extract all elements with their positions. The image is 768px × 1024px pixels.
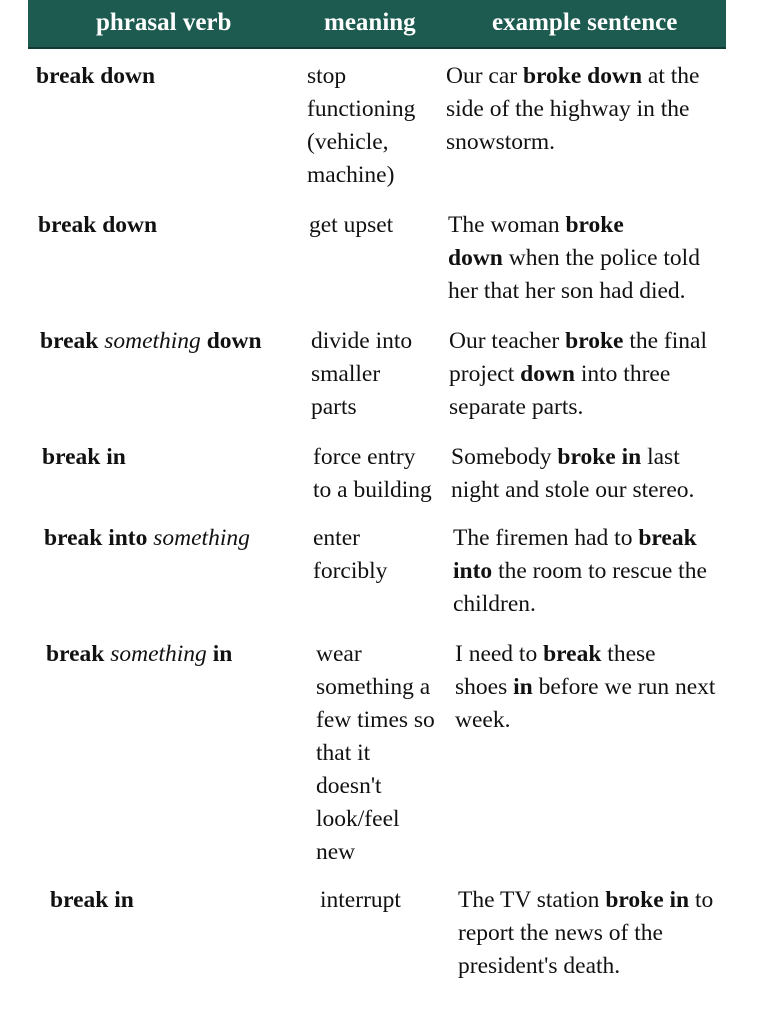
example-sentence-cell bbox=[453, 522, 707, 621]
text-segment: the room to rescue the bbox=[492, 558, 707, 584]
meaning-cell bbox=[311, 325, 412, 424]
example-line bbox=[453, 588, 707, 621]
meaning-line: stop bbox=[307, 63, 347, 89]
header-meaning: meaning bbox=[324, 9, 416, 36]
meaning-cell bbox=[320, 884, 401, 917]
text-segment: when the police told bbox=[502, 245, 700, 271]
phrasal-verb-cell bbox=[46, 638, 232, 671]
meaning-cell bbox=[313, 522, 387, 588]
example-line bbox=[453, 555, 707, 588]
phrasal-verb-cell bbox=[50, 884, 134, 917]
text-segment: I need to bbox=[455, 641, 544, 667]
example-sentence-cell bbox=[449, 325, 707, 424]
meaning-cell bbox=[307, 60, 415, 192]
meaning-line: force entry bbox=[313, 444, 416, 470]
text-segment: the final bbox=[623, 328, 707, 354]
meaning-line: few times so bbox=[316, 707, 435, 733]
text-segment: to bbox=[689, 887, 714, 913]
bold-text: break down bbox=[38, 212, 158, 238]
text-segment: these bbox=[601, 641, 656, 667]
bold-text: break bbox=[46, 641, 111, 667]
example-line bbox=[446, 60, 699, 93]
text-segment: report the news of the bbox=[458, 920, 663, 946]
italic-placeholder bbox=[153, 525, 250, 551]
text-segment: at the bbox=[642, 63, 700, 89]
example-line bbox=[451, 441, 694, 474]
meaning-line: parts bbox=[311, 394, 357, 420]
example-line bbox=[451, 474, 694, 507]
example-sentence-cell bbox=[451, 441, 694, 507]
bold-text: broke bbox=[565, 328, 624, 354]
bold-text: in bbox=[513, 674, 533, 700]
phrasal-verb-cell bbox=[42, 441, 126, 474]
text-segment: snowstorm. bbox=[446, 129, 556, 155]
meaning-line: forcibly bbox=[313, 558, 388, 584]
example-line bbox=[455, 638, 715, 671]
header-phrasal-verb: phrasal verb bbox=[96, 9, 232, 36]
bold-text: break into bbox=[44, 525, 154, 551]
meaning-line: wear bbox=[316, 641, 362, 667]
text-segment: separate parts. bbox=[449, 394, 584, 420]
bold-text: break bbox=[40, 328, 105, 354]
italic-text: something bbox=[153, 525, 250, 551]
text-segment: Somebody bbox=[451, 444, 558, 470]
meaning-line: interrupt bbox=[320, 887, 401, 913]
meaning-line: to a building bbox=[313, 477, 432, 503]
example-line bbox=[455, 671, 715, 704]
text-segment: night and stole our stereo. bbox=[451, 477, 695, 503]
phrasal-verb-cell bbox=[38, 209, 157, 242]
text-segment: The woman bbox=[448, 212, 566, 238]
example-line bbox=[446, 126, 699, 159]
example-line bbox=[448, 275, 700, 308]
example-line bbox=[458, 917, 713, 950]
bold-text: in bbox=[206, 641, 233, 667]
meaning-cell bbox=[313, 441, 432, 507]
text-segment: The firemen had to bbox=[453, 525, 639, 551]
bold-text: break bbox=[638, 525, 697, 551]
meaning-line: that it bbox=[316, 740, 371, 766]
meaning-line: new bbox=[316, 839, 356, 865]
meaning-line: functioning bbox=[307, 96, 416, 122]
meaning-line: machine) bbox=[307, 162, 395, 188]
example-sentence-cell bbox=[448, 209, 700, 308]
meaning-line: doesn't bbox=[316, 773, 382, 799]
bold-text: broke in bbox=[605, 887, 690, 913]
example-line bbox=[453, 522, 707, 555]
example-line bbox=[446, 93, 699, 126]
text-segment: project bbox=[449, 361, 521, 387]
bold-text: down bbox=[520, 361, 575, 387]
bold-text: break bbox=[543, 641, 602, 667]
example-line bbox=[455, 704, 715, 737]
example-line bbox=[449, 358, 707, 391]
bold-text: break down bbox=[36, 63, 156, 89]
italic-text: something bbox=[110, 641, 207, 667]
bold-text: break in bbox=[42, 444, 126, 470]
meaning-line: (vehicle, bbox=[307, 129, 389, 155]
text-segment: Our teacher bbox=[449, 328, 566, 354]
example-sentence-cell bbox=[455, 638, 715, 737]
example-line bbox=[458, 884, 713, 917]
meaning-line: get upset bbox=[309, 212, 394, 238]
bold-text: broke in bbox=[557, 444, 642, 470]
example-line bbox=[448, 209, 700, 242]
text-segment: before we run next bbox=[532, 674, 716, 700]
meaning-line: smaller bbox=[311, 361, 381, 387]
bold-text: broke down bbox=[522, 63, 643, 89]
phrasal-verb-cell bbox=[44, 522, 250, 555]
example-line bbox=[458, 950, 713, 983]
meaning-cell bbox=[309, 209, 393, 242]
bold-text: broke bbox=[565, 212, 624, 238]
phrasal-verb-cell bbox=[40, 325, 262, 358]
example-sentence-cell bbox=[446, 60, 699, 159]
text-segment: The TV station bbox=[458, 887, 606, 913]
bold-text: break in bbox=[50, 887, 134, 913]
text-segment: her that her son had died. bbox=[448, 278, 686, 304]
meaning-line: look/feel bbox=[316, 806, 400, 832]
meaning-line: divide into bbox=[311, 328, 413, 354]
bold-text: into bbox=[453, 558, 493, 584]
example-line bbox=[448, 242, 700, 275]
bold-text: down bbox=[200, 328, 262, 354]
text-segment: shoes bbox=[455, 674, 514, 700]
text-segment: last bbox=[641, 444, 680, 470]
text-segment: side of the highway in the bbox=[446, 96, 690, 122]
phrasal-verb-cell bbox=[36, 60, 155, 93]
italic-placeholder bbox=[104, 328, 201, 354]
example-line bbox=[449, 391, 707, 424]
bold-text: down bbox=[448, 245, 503, 271]
meaning-line: enter bbox=[313, 525, 360, 551]
text-segment: week. bbox=[455, 707, 511, 733]
text-segment: children. bbox=[453, 591, 536, 617]
text-segment: president's death. bbox=[458, 953, 621, 979]
italic-placeholder bbox=[110, 641, 207, 667]
italic-text: something bbox=[104, 328, 201, 354]
text-segment: into three bbox=[575, 361, 671, 387]
text-segment: Our car bbox=[446, 63, 523, 89]
header-example-sentence: example sentence bbox=[492, 9, 678, 36]
example-sentence-cell bbox=[458, 884, 713, 983]
meaning-line: something a bbox=[316, 674, 431, 700]
meaning-cell bbox=[316, 638, 435, 869]
example-line bbox=[449, 325, 707, 358]
